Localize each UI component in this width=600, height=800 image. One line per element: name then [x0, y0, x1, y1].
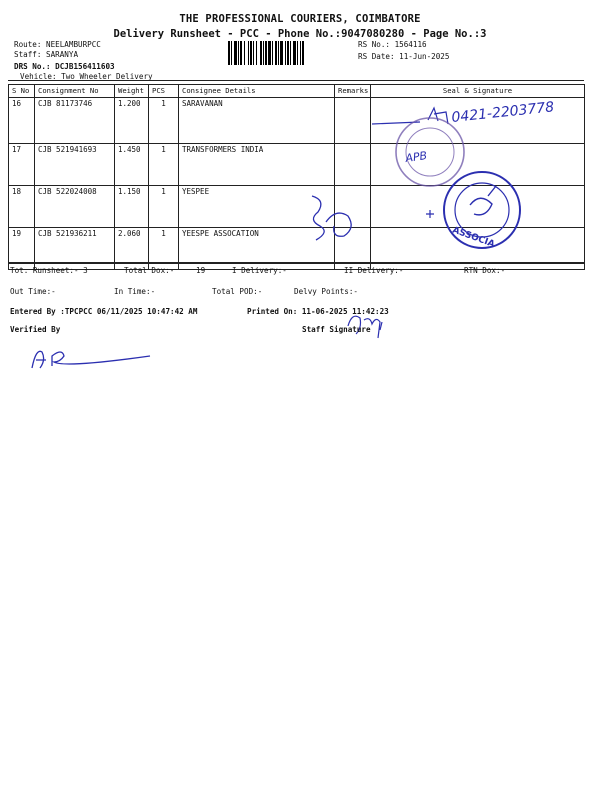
- col-consignment: Consignment No: [35, 85, 115, 98]
- document-title: THE PROFESSIONAL COURIERS, COIMBATORE: [179, 13, 421, 25]
- rs-date-value: 11-Jun-2025: [399, 52, 450, 61]
- cell-pcs: 1: [149, 98, 179, 144]
- cell-sno: 19: [9, 228, 35, 270]
- seal-initials: APB: [404, 149, 428, 165]
- cell-sno: 16: [9, 98, 35, 144]
- cell-weight: 2.060: [115, 228, 149, 270]
- col-sno: S No: [9, 85, 35, 98]
- cell-consignee: YESPEE: [179, 186, 335, 228]
- in-time: In Time:-: [114, 287, 156, 296]
- route-label: Route:: [14, 40, 42, 49]
- drs-value: DCJB156411603: [55, 62, 115, 71]
- verified-signature: [32, 351, 150, 368]
- cell-consignment: CJB 521936211: [35, 228, 115, 270]
- cell-consignment: CJB 522024008: [35, 186, 115, 228]
- col-seal: Seal & Signature: [371, 85, 585, 98]
- staff-label: Staff:: [14, 50, 42, 59]
- cell-pcs: 1: [149, 144, 179, 186]
- consignee-signature: [312, 196, 351, 240]
- drs-label: DRS No.:: [14, 62, 51, 71]
- cell-consignee: TRANSFORMERS INDIA: [179, 144, 335, 186]
- cell-consignee: SARAVANAN: [179, 98, 335, 144]
- cell-consignment: CJB 521941693: [35, 144, 115, 186]
- cell-consignment: CJB 81173746: [35, 98, 115, 144]
- cell-weight: 1.200: [115, 98, 149, 144]
- vehicle-label: Vehicle:: [20, 72, 57, 81]
- total-dox-value: 19: [196, 266, 206, 275]
- tot-runsheet: Tot. Runsheet:- 3: [10, 266, 88, 275]
- verified-by: Verified By: [10, 325, 61, 334]
- stamp-text: ASSOCIA: [450, 225, 496, 250]
- i-delivery: I Delivery:-: [232, 266, 287, 275]
- cell-pcs: 1: [149, 186, 179, 228]
- vehicle-value: Two Wheeler Delivery: [61, 72, 153, 81]
- total-dox-label: Total Dox:-: [124, 266, 175, 275]
- col-weight: Weight: [115, 85, 149, 98]
- col-pcs: PCS: [149, 85, 179, 98]
- ink-plus: [426, 210, 434, 218]
- staff-value: SARANYA: [46, 50, 79, 59]
- entered-by: Entered By :TPCPCC 06/11/2025 10:47:42 AM: [10, 307, 198, 316]
- out-time: Out Time:-: [10, 287, 56, 296]
- printed-on: Printed On: 11-06-2025 11:42:23: [247, 307, 389, 316]
- total-pod: Total POD:-: [212, 287, 263, 296]
- cell-weight: 1.150: [115, 186, 149, 228]
- col-remarks: Remarks: [335, 85, 371, 98]
- delvy-points: Delvy Points:-: [294, 287, 359, 296]
- ii-delivery: II Delivery:-: [344, 266, 404, 275]
- phone-note: 0421-2203778: [450, 99, 555, 126]
- document-subtitle: Delivery Runsheet - PCC - Phone No.:9047080280 - Page No.:3: [113, 28, 487, 40]
- cell-sno: 18: [9, 186, 35, 228]
- col-consignee: Consignee Details: [179, 85, 335, 98]
- staff-signature-label: Staff Signature: [302, 325, 371, 334]
- cell-weight: 1.450: [115, 144, 149, 186]
- rs-no-value: 1564116: [394, 40, 427, 49]
- rs-date-label: RS Date:: [358, 52, 395, 61]
- rs-no-label: RS No.:: [358, 40, 391, 49]
- rtn-dox: RTN Dox:-: [464, 266, 506, 275]
- cell-pcs: 1: [149, 228, 179, 270]
- route-value: NEELAMBURPCC: [46, 40, 101, 49]
- cell-sno: 17: [9, 144, 35, 186]
- cell-consignee: YEESPE ASSOCATION: [179, 228, 335, 270]
